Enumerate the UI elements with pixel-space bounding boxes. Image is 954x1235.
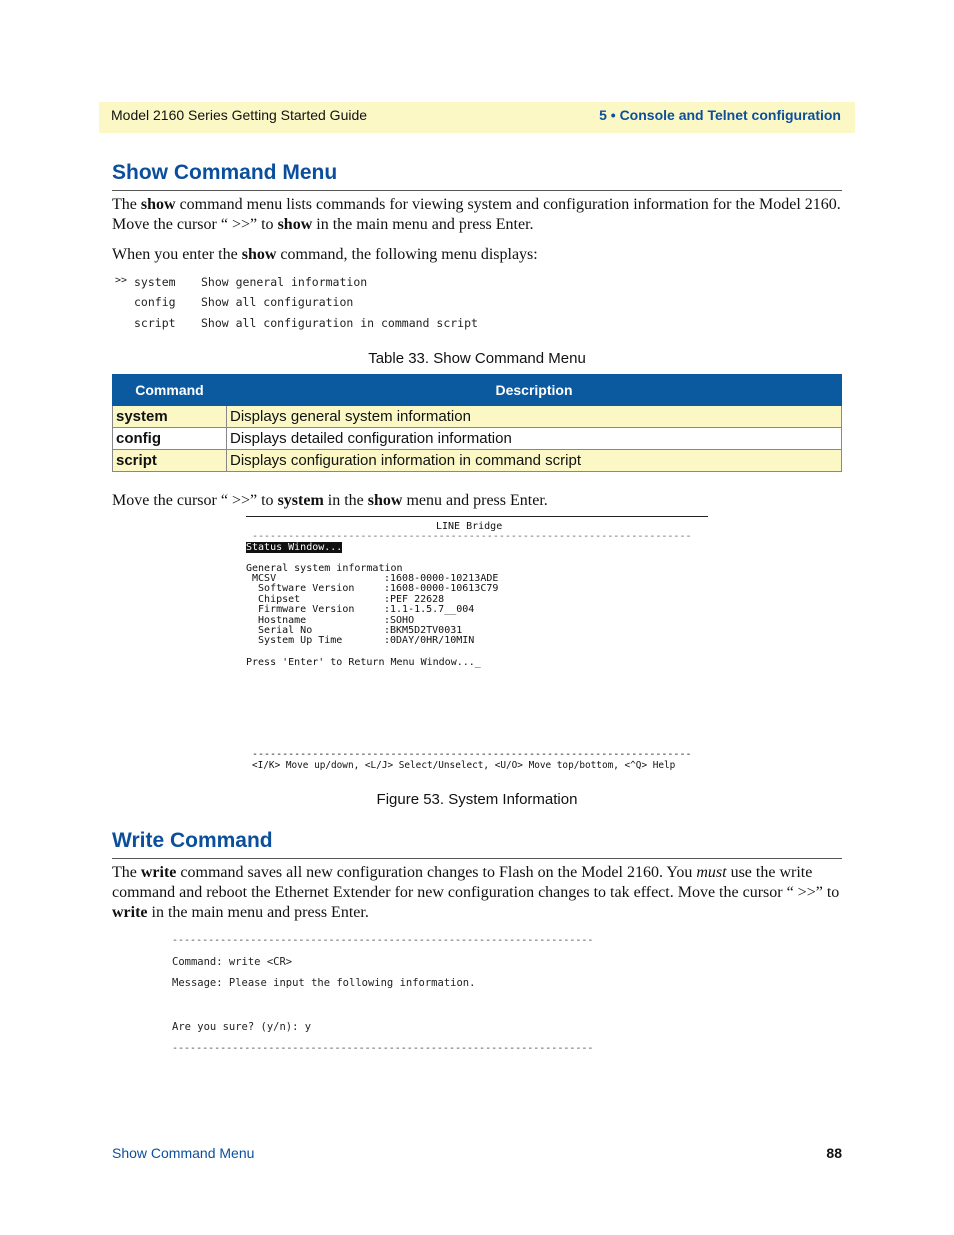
section-rule [112,190,842,191]
screen-field-label: Serial No [246,625,313,636]
code-line-command: Command: write <CR> [172,956,293,968]
figure-caption: Figure 53. System Information [376,791,578,808]
page-number: 88 [826,1145,842,1161]
screen-field-label: Chipset [246,594,301,605]
table-cell-command: system [113,406,227,428]
menu-desc-config: Show all configuration [201,295,354,309]
table-cell-description: Displays detailed configuration information [227,428,842,450]
screen-field-label: System Up Time [246,635,343,646]
screen-field-value: :PEF 22628 [384,594,445,605]
show-command-table [112,374,842,472]
table-caption: Table 33. Show Command Menu [368,350,586,367]
section-title-show-command-menu: Show Command Menu [112,161,338,184]
screen-help-line: <I/K> Move up/down, <L/J> Select/Unselect, <U/O> Move top/bottom, <^Q> Help [252,760,676,771]
table-row [113,450,842,472]
screen-field-label: Firmware Version [246,604,355,615]
screen-general-heading: General system information [246,563,403,574]
menu-item-config: config [134,295,176,309]
paragraph-move-cursor: Move the cursor “ >>” to system in the show menu and press Enter. [112,492,548,509]
code-divider: ---------------------------------------------------------------------- [172,1043,594,1054]
code-line-message: Message: Please input the following information. [172,977,476,989]
screen-field-label: Software Version [246,583,355,594]
table-row [113,406,842,428]
screen-top-border [246,516,708,517]
screen-bottom-divider: ------------------------------------------------------------------------- [252,749,692,760]
menu-item-system: system [134,275,176,289]
code-line-confirm: Are you sure? (y/n): y [172,1021,312,1033]
screen-field-value: :1608-0000-10213ADE [384,573,499,584]
system-information-screenshot [246,516,708,774]
section-title-write-command: Write Command [112,829,273,852]
table-cell-command: config [113,428,227,450]
menu-desc-script: Show all configuration in command script [201,316,478,330]
screen-field-value: :SOHO [384,615,415,626]
screen-field-value: :BKM5D2TV0031 [384,625,463,636]
table-row [113,428,842,450]
running-header [99,102,855,133]
table-cell-description: Displays configuration information in command script [227,450,842,472]
menu-cursor: >> [115,275,128,286]
section-rule [112,858,842,859]
screen-field-value: :1.1-1.5.7__004 [384,604,475,615]
screen-field-label: Hostname [246,615,307,626]
screen-press-enter: Press 'Enter' to Return Menu Window..._ [246,657,481,668]
screen-field-value: :0DAY/0HR/10MIN [384,635,475,646]
header-chapter-title: 5 • Console and Telnet configuration [599,107,841,123]
screen-field-label: MCSV [246,573,277,584]
table-header-row [113,375,842,406]
screen-status-window: Status Window... [246,542,343,553]
menu-item-script: script [134,316,176,330]
table-cell-command: script [113,450,227,472]
screen-divider: ------------------------------------------------------------------------- [252,531,692,542]
header-guide-title: Model 2160 Series Getting Started Guide [111,107,368,123]
table-cell-description: Displays general system information [227,406,842,428]
paragraph-write-intro: The write command saves all new configuration changes to Flash on the Model 2160. You must use the write command and reboot the Ethernet Extender for new configuration changes to tak effect. Move the cursor “ >>” to write in the main menu and press Enter. [112,864,840,921]
paragraph-show-enter: When you enter the show command, the following menu displays: [112,246,538,263]
code-divider: ---------------------------------------------------------------------- [172,935,594,946]
menu-desc-system: Show general information [201,275,368,289]
screen-field-value: :1608-0000-10613C79 [384,583,499,594]
footer-section-link: Show Command Menu [112,1145,255,1161]
table-header-command: Command [113,375,227,406]
screen-title: LINE Bridge [436,521,503,532]
paragraph-show-intro: The show command menu lists commands for viewing system and configuration information for the Model 2160. Move the cursor “ >>” to show in the main menu and press Enter. [112,196,841,233]
table-header-description: Description [227,375,842,406]
